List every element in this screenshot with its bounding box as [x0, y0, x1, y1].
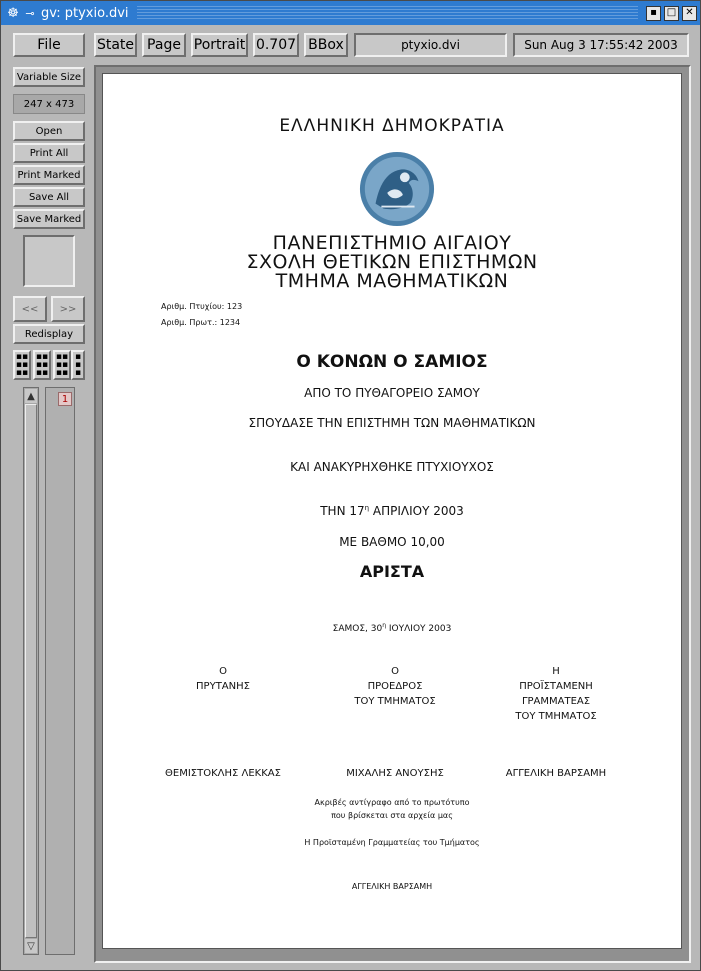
- unmark-icon[interactable]: ▪ ▪ ▪: [71, 350, 85, 380]
- signature-president: Ο ΠΡΟΕΔΡΟΣ ΤΟΥ ΤΜΗΜΑΤΟΣ: [354, 666, 436, 707]
- redisplay-button[interactable]: Redisplay: [13, 324, 85, 344]
- scale-button[interactable]: 0.707: [253, 33, 299, 57]
- president-name: ΜΙΧΑΛΗΣ ΑΝΟΥΣΗΣ: [346, 768, 444, 779]
- signature-secretary: Η ΠΡΟΪΣΤΑΜΕΝΗ ΓΡΑΜΜΑΤΕΑΣ ΤΟΥ ΤΜΗΜΑΤΟΣ: [515, 666, 597, 722]
- window-title: gv: ptyxio.dvi: [41, 5, 129, 21]
- university-seal-icon: [358, 150, 436, 228]
- date-field: Sun Aug 3 17:55:42 2003: [513, 33, 689, 57]
- variable-size-button[interactable]: Variable Size: [13, 67, 85, 87]
- document-page: [102, 73, 682, 949]
- department-name: ΤΜΗΜΑ ΜΑΘΗΜΑΤΙΚΩΝ: [275, 270, 509, 292]
- close-button[interactable]: ✕: [682, 6, 697, 21]
- title-bar[interactable]: [1, 1, 700, 25]
- head-secretary-line: Η Προϊσταμένη Γραμματείας του Τμήματος: [304, 838, 480, 847]
- secretary-name: ΑΓΓΕΛΙΚΗ ΒΑΡΣΑΜΗ: [505, 768, 607, 779]
- filename-field: ptyxio.dvi: [354, 33, 507, 57]
- mark-even-pages-icon[interactable]: ▪▪ ▪▪ ▪▪: [33, 350, 51, 380]
- page-menu-button[interactable]: Page: [142, 33, 186, 57]
- page-panner[interactable]: [23, 235, 75, 287]
- distinction: ΑΡΙΣΤΑ: [359, 562, 425, 581]
- graduate-origin: ΑΠΟ ΤΟ ΠΥΘΑΓΟΡΕΙΟ ΣΑΜΟΥ: [304, 386, 480, 400]
- graduate-name: Ο ΚΟΝΩΝ Ο ΣΑΜΙΟΣ: [296, 352, 488, 372]
- certified-copy-line-2: που βρίσκεται στα αρχεία μας: [331, 811, 453, 820]
- graduation-date: ΤΗΝ $17^\eta$ ΑΠΡΙΛΙΟΥ 2003: [320, 504, 464, 518]
- school-name: ΣΧΟΛΗ ΘΕΤΙΚΩΝ ΕΠΙΣΤΗΜΩΝ: [246, 251, 538, 273]
- studied-line: ΣΠΟΥΔΑΣΕ ΤΗΝ ΕΠΙΣΤΗΜΗ ΤΩΝ ΜΑΘΗΜΑΤΙΚΩΝ: [248, 416, 536, 430]
- scrollbar-thumb[interactable]: [25, 404, 37, 938]
- state-menu-button[interactable]: State: [94, 33, 137, 57]
- toolbar: [1, 25, 700, 65]
- page-list-item[interactable]: 1: [58, 392, 72, 406]
- next-page-button[interactable]: >>: [51, 296, 85, 322]
- doc-header: ΕΛΛΗΝΙΚΗ ΔΗΜΟΚΡΑΤΙΑ: [279, 116, 505, 136]
- minimize-button[interactable]: ▪: [646, 6, 661, 21]
- final-signatory-name: ΑΓΓΕΛΙΚΗ ΒΑΡΣΑΜΗ: [351, 882, 433, 891]
- previous-page-button[interactable]: <<: [13, 296, 47, 322]
- orientation-button[interactable]: Portrait: [191, 33, 248, 57]
- save-all-button[interactable]: Save All: [13, 187, 85, 207]
- toggle-mark-icon[interactable]: ▪▪ ▪▪ ▪▪: [53, 350, 71, 380]
- maximize-button[interactable]: □: [664, 6, 679, 21]
- mark-odd-pages-icon[interactable]: ▪▪ ▪▪ ▪▪: [13, 350, 31, 380]
- title-bar-stripes: [137, 6, 638, 20]
- page-list: [45, 387, 75, 955]
- scroll-down-icon[interactable]: ▽: [25, 939, 37, 953]
- save-marked-button[interactable]: Save Marked: [13, 209, 85, 229]
- document-viewport[interactable]: [94, 65, 691, 963]
- grade-line: ΜΕ ΒΑΘΜΟ 10,00: [339, 535, 445, 549]
- pin-icon[interactable]: ⊸: [25, 6, 35, 20]
- app-icon[interactable]: ☸: [7, 5, 19, 21]
- size-display: 247 x 473: [13, 94, 85, 114]
- print-marked-button[interactable]: Print Marked: [13, 165, 85, 185]
- signature-rector: Ο ΠΡΥΤΑΝΗΣ: [196, 666, 250, 692]
- open-button[interactable]: Open: [13, 121, 85, 141]
- university-name: ΠΑΝΕΠΙΣΤΗΜΙΟ ΑΙΓΑΙΟΥ: [272, 232, 512, 254]
- file-menu-button[interactable]: File: [13, 33, 85, 57]
- bbox-button[interactable]: BBox: [304, 33, 348, 57]
- degree-number-line: Αριθμ. Πτυχίου: 123: [161, 302, 243, 311]
- place-date-line: ΣΑΜΟΣ, $30^\eta$ ΙΟΥΛΙΟΥ 2003: [332, 622, 452, 634]
- print-all-button[interactable]: Print All: [13, 143, 85, 163]
- protocol-number-line: Αριθμ. Πρωτ.: 1234: [161, 318, 241, 327]
- scroll-up-icon[interactable]: ▲: [25, 389, 37, 403]
- page-list-scrollbar[interactable]: [23, 387, 39, 955]
- rector-name: ΘΕΜΙΣΤΟΚΛΗΣ ΛΕΚΚΑΣ: [165, 768, 281, 779]
- certified-copy-line-1: Ακριβές αντίγραφο από το πρωτότυπο: [314, 798, 470, 807]
- declared-line: ΚΑΙ ΑΝΑΚΥΡΗΧΘΗΚΕ ΠΤΥΧΙΟΥΧΟΣ: [290, 460, 494, 474]
